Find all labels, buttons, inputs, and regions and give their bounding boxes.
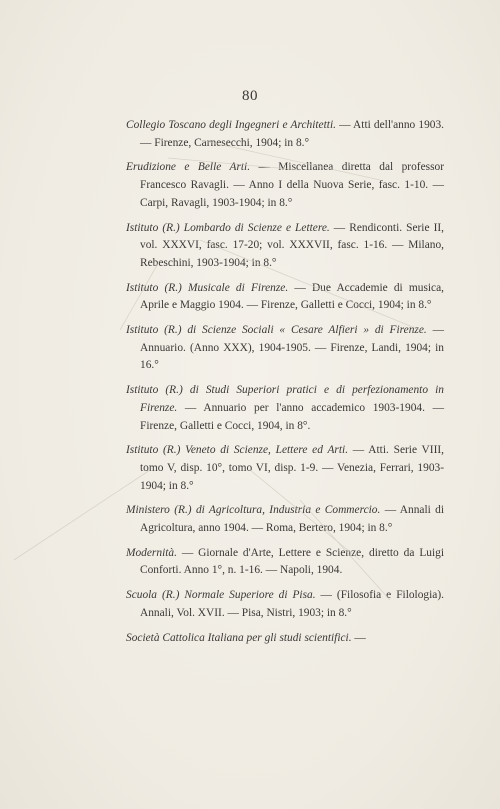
entry-title: Istituto (R.) di Studi Superiori pratici e di perfezionamento in Firenze. xyxy=(126,384,444,414)
entry-text: — Annuario per l'anno accademico 1903-1904. — Firenze, Galletti e Cocci, 1904, in 8°. xyxy=(140,401,444,432)
entry-title: Istituto (R.) Veneto di Scienze, Lettere ed Arti. xyxy=(126,444,349,457)
entry-title: Istituto (R.) Musicale di Firenze. xyxy=(126,281,289,294)
bibliography-entry xyxy=(126,630,444,648)
entry-title: Società Cattolica Italiana per gli studi scientifici. xyxy=(126,631,352,644)
entry-text: — Rendiconti. Serie II, vol. XXXVI, fasc. 17-20; vol. XXXVII, fasc. 1-16. — Milano, Rebeschini, 1903-1904; in 8.° xyxy=(140,221,445,269)
entry-text: — Due Accademie di musica, Aprile e Maggio 1904. — Firenze, Galletti e Cocci, 1904; in 8.° xyxy=(140,281,444,312)
entry-title: Ministero (R.) di Agricoltura, Industria e Commercio. xyxy=(126,504,381,517)
entry-text: — Miscellanea diretta dal professor Francesco Ravagli. — Anno I della Nuova Serie, fasc. 1-10. — Carpi, Ravagli, 1903-1904; in 8.° xyxy=(140,161,444,209)
entry-title: Erudizione e Belle Arti. xyxy=(126,161,251,174)
bibliography-entry xyxy=(126,220,444,273)
entry-title: Istituto (R.) di Scienze Sociali « Cesare Alfieri » di Firenze. xyxy=(126,324,427,337)
entry-title: Modernità. xyxy=(126,546,177,559)
entry-text: — xyxy=(351,631,366,644)
entry-text: — (Filosofia e Filologia). Annali, Vol. XVII. — Pisa, Nistri, 1903; in 8.° xyxy=(140,589,444,619)
bibliography-entry xyxy=(126,280,444,315)
bibliography-list xyxy=(126,117,444,654)
bibliography-entry xyxy=(126,442,444,495)
entry-text: — Giornale d'Arte, Lettere e Scienze, diretto da Luigi Conforti. Anno 1°, n. 1-16. — Napoli, 1904. xyxy=(140,546,444,577)
entry-title: Scuola (R.) Normale Superiore di Pisa. xyxy=(126,589,316,602)
entry-text: — Atti dell'anno 1903. — Firenze, Carnesecchi, 1904; in 8.° xyxy=(140,119,445,149)
bibliography-entry xyxy=(126,322,444,375)
page-number: 80 xyxy=(242,88,258,104)
bibliography-entry xyxy=(126,502,444,537)
entry-title: Collegio Toscano degli Ingegneri e Architetti. xyxy=(126,119,336,131)
bibliography-entry xyxy=(126,587,444,622)
bibliography-entry xyxy=(126,117,444,152)
bibliography-entry xyxy=(126,545,444,580)
entry-text: — Atti. Serie VIII, tomo V, disp. 10°, tomo VI, disp. 1-9. — Venezia, Ferrari, 1903-1904; in 8.° xyxy=(140,444,444,492)
entry-title: Istituto (R.) Lombardo di Scienze e Lettere. xyxy=(126,221,330,234)
entry-text: — Annali di Agricoltura, anno 1904. — Roma, Bertero, 1904; in 8.° xyxy=(140,504,444,535)
entry-text: — Annuario. (Anno XXX), 1904-1905. — Firenze, Landi, 1904; in 16.° xyxy=(140,324,444,372)
bibliography-entry xyxy=(126,159,444,212)
bibliography-entry xyxy=(126,382,444,435)
